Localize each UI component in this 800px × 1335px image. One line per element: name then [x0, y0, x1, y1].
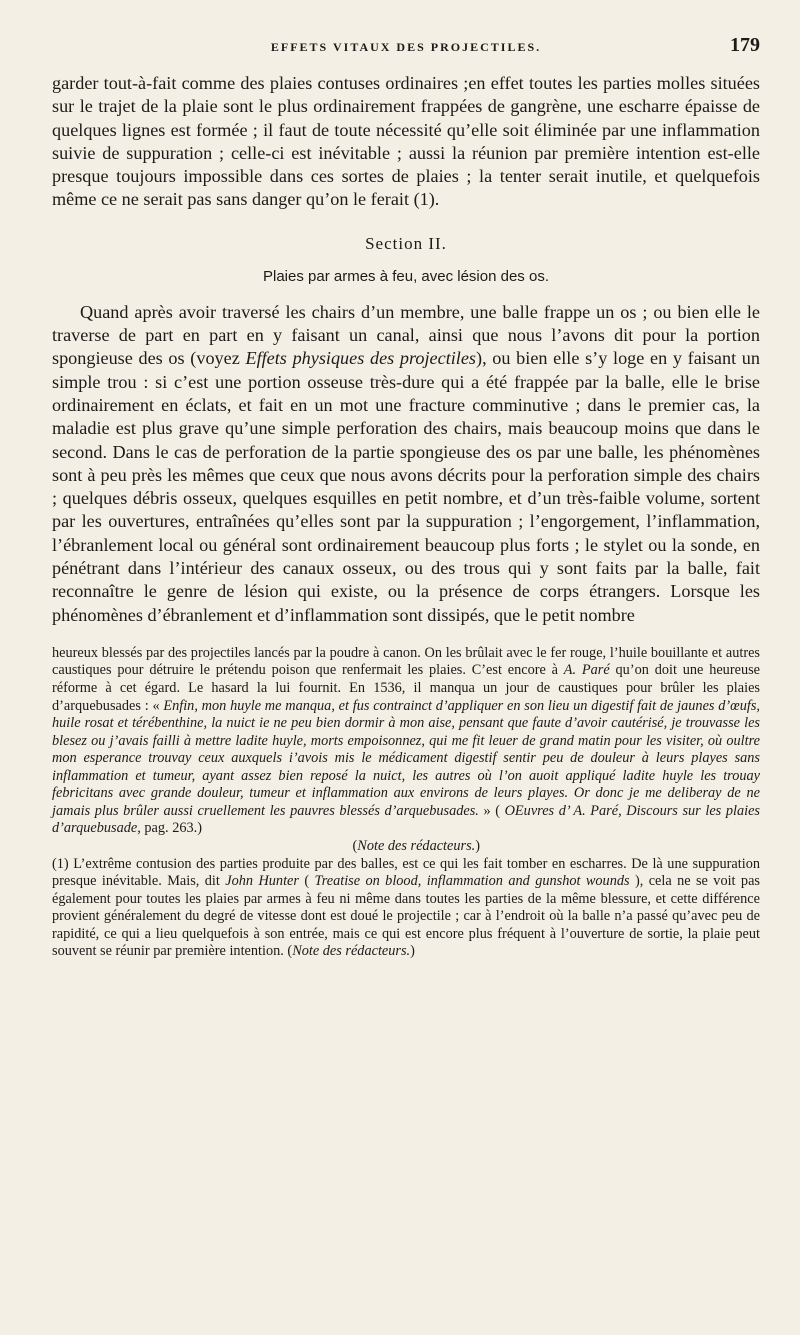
footnote-b-text-2: ( [298, 873, 315, 890]
footnote-a-author: A. Paré [563, 662, 610, 679]
footnote-a-quote: Enfin, mon huyle me manqua, et fus contrainct d’appliquer en son lieu un digestif fait de jaunes d’œufs, huile rosat et térébenthine, la nuict ie ne peu bien dormir à mon aise, pensant que faute d’avoir cautérisé, je trouvasse les blesez ou j’avais failli à mettre ladite huyle, morts empoisonnez, qui me fit leuer de grand matin pour les visiter, où oultre mon esperance trouvay ceux auxquels i’avois mis le médicament digestif sentir peu de douleur à leurs playes sans inflammation et tumeur, ayant assez bien reposé la nuict, les autres où l’on auoit appliqué ladite huyle les trouay febricitans avec grande douleur, tumeur et inflammation aux environs de leurs playes. Or donc je me deliberay de ne jamais plus brûler aussi cruellement les pauvres blessés d’arquebusades. [52, 697, 760, 819]
footnote-a-credit: (Note des rédacteurs.) [352, 837, 480, 854]
footnote-a-text-4: , pag. 263.) [137, 820, 202, 837]
main-paragraph-text-2: ), ou bien elle s’y loge en y faisant un simple trou : si c’est une portion osseuse très-dure qui a été frappée par la balle, elle le brise ordinairement en éclats, et fait en un mot une fracture comminutive ; dans le premier cas, la maladie est plus grave qu’une simple perforation des chairs, mais beaucoup moins que dans le second. Dans le cas de perforation de la partie spongieuse des os par une balle, les phénomènes sont à peu près les mêmes que ceux que nous avons décrits pour la perforation simple des chairs ; quelques débris osseux, quelques esquilles en petit nombre, et d’un très-faible volume, sortent par les ouvertures, entraînées qu’elles sont par la suppuration ; l’engorgement, l’inflammation, l’ébranlement local ou général sont ordinairement beaucoup plus forts ; le stylet ou la sonde, en pénétrant dans l’intérieur des canaux osseux, ou des trous qui y sont faits par la balle, fait reconnaître le genre de lésion qui existe, ou la présence de corps étrangers. Lorsque les phénomènes d’ébranlement et d’inflammation sont dissipés, que le petit nombre [52, 348, 760, 625]
footnote-continued [52, 645, 760, 838]
footnote-b-text-3: ), cela ne se voit pas également pour toutes les plaies par armes à feu ni même dans toutes les parties de la même blessure, et cette différence provient généralement du degré de vitesse dont est doué le projectile ; car à l’endroit où la balle n’a passé qu’avec peu de rapidité, ce qui a lieu quelquefois à son entrée, mais ce qui est encore plus fréquent à l’ouverture de sortie, la plaie peut souvent se réunir par première intention. ( [52, 873, 760, 960]
main-paragraph [52, 301, 760, 627]
section-subtitle: Plaies par armes à feu, avec lésion des os. [263, 267, 549, 285]
page-number: 179 [730, 34, 760, 56]
footnote-a-text-1: heureux blessés par des projectiles lancés par la poudre à canon. On les brûlait avec le fer rouge, l’huile bouillante et autres caustiques pour détruire le prétendu poison que renfermait les plaies. C’est encore à [52, 644, 760, 679]
footnote-b-text-4: ) [410, 943, 415, 960]
running-title: EFFETS VITAUX DES PROJECTILES. [270, 40, 542, 54]
footnote-b-credit: Note des rédacteurs. [292, 943, 411, 960]
footnote-a-work: OEuvres d’ A. Paré, Discours sur les plaies d’arquebusade [52, 802, 760, 837]
footnote-a-text-3: » ( [478, 802, 505, 819]
footnote-1 [52, 856, 760, 961]
cross-reference-title: Effets physiques des projectiles [245, 348, 477, 369]
book-page [52, 0, 760, 961]
continuation-paragraph: garder tout-à-fait comme des plaies contuses ordinaires ;en effet toutes les parties molles situées sur le trajet de la plaie sont le plus ordinairement frappées de gangrène, une escharre épaisse de quelques lignes est formée ; il faut de toute nécessité qu’elle soit éliminée par une inflammation suivie de suppuration ; celle-ci est inévitable ; aussi la réunion par première intention est-elle presque toujours impossible dans ces sortes de plaies ; la tenter serait inutile, et quelquefois même ce ne serait pas sans danger qu’on le ferait (1). [52, 73, 760, 210]
running-head [52, 0, 760, 72]
footnote-a-text-2: qu’on doit une heureuse réforme à cet égard. Le hasard la lui fournit. En 1536, il manqua un jour de caustiques pour brûler les plaies d’arquebusades : « [52, 662, 760, 714]
main-paragraph-text-1: Quand après avoir traversé les chairs d’un membre, une balle frappe un os ; ou bien elle le traverse de part en part en y faisant un canal, ainsi que nous l’avons dit pour la portion spongieuse des os (voyez [52, 301, 760, 369]
footnote-b-author: John Hunter [225, 873, 299, 890]
footnotes [52, 645, 760, 961]
footnote-b-work: Treatise on blood, inflammation and gunshot wounds [314, 873, 630, 890]
footnote-a-credit-text: Note des rédacteurs. [357, 837, 476, 854]
section-title: Section II. [365, 233, 447, 253]
footnote-b-text-1: (1) L’extrême contusion des parties produite par des balles, est ce qui les fait tomber en escharres. De là une suppuration presque inévitable. Mais, dit [52, 855, 760, 890]
